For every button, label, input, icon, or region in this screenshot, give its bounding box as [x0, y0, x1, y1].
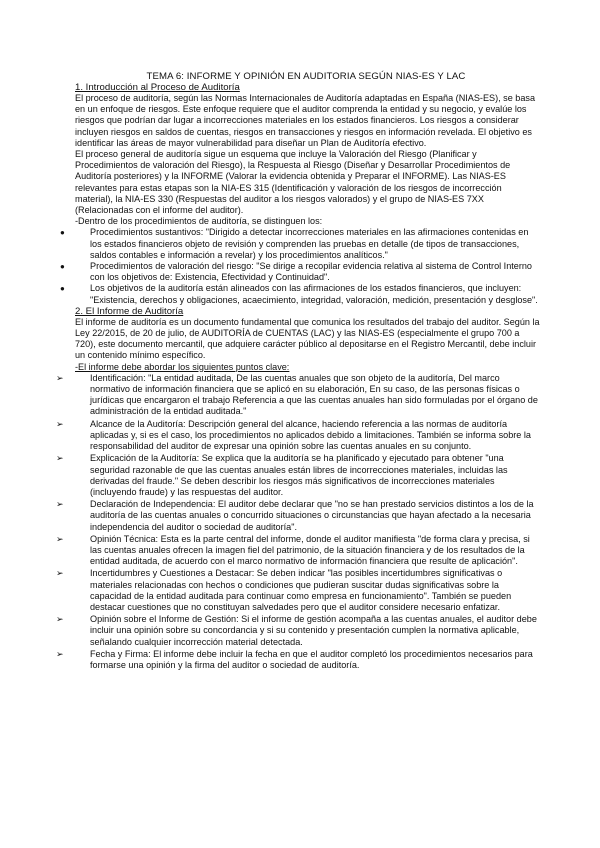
- list-item-text: Procedimientos de valoración del riesgo: "Se dirige a recopilar evidencia relativa al sistema de Control Interno con los objetivos de: Existencia, Efectividad y Continuidad".: [90, 261, 532, 283]
- list-item-text: Explicación de la Auditoría: Se explica que la auditoría se ha planificado y ejecutado para obtener "una seguridad razonable de que las cuentas anuales están libres de incorrecciones materiales, incluidas las derivadas del fraude." Se deben describir los riesgos más significativos de incorrecciones materiales (incluyendo fraude) y las respuestas del auditor.: [90, 453, 508, 497]
- arrow-bullet-icon: ➢: [56, 418, 64, 429]
- bullet-icon: ●: [60, 262, 65, 272]
- arrow-bullet-icon: ➢: [56, 372, 64, 383]
- document-title: TEMA 6: INFORME Y OPINIÓN EN AUDITORIA SEGÚN NIAS-ES Y LAC: [146, 71, 466, 82]
- section-heading-informe: 2. El Informe de Auditoría: [75, 305, 184, 317]
- list-item: [56, 418, 540, 453]
- list-item: [56, 648, 540, 671]
- arrow-bullet-icon: ➢: [56, 568, 64, 579]
- arrow-bullet-icon: ➢: [56, 614, 64, 625]
- list-item: [56, 499, 540, 533]
- key-points-list: [56, 372, 540, 671]
- arrow-bullet-icon: ➢: [56, 453, 64, 464]
- arrow-bullet-icon: ➢: [56, 648, 64, 659]
- list-item-text: Fecha y Firma: El informe debe incluir la fecha en que el auditor completó los procedimientos necesarios para formarse una opinión y la firma del auditor o sociedad de auditoría.: [90, 648, 533, 670]
- paragraph: El proceso general de auditoría sigue un esquema que incluye la Valoración del Riesgo (Planificar y Procedimientos de valoración del Riesgo), la Respuesta al Riesgo (Diseñar y Desarrollar Procedimientos de Auditoría posteriores) y la INFORME (Valorar la evidencia obtenida y Preparar el INFORME). Las NIAS-ES relevantes para estas etapas son la NIA-ES 315 (Identificación y valoración de los riesgos de incorrección material), la NIA-ES 330 (Respuestas del auditor a los riesgos valorados) y el grupo de NIAS-ES 7XX (Relacionadas con el informe del auditor).: [75, 149, 511, 216]
- list-item-text: Incertidumbres y Cuestiones a Destacar: Se deben indicar "las posibles incertidumbres significativas o materiales relacionadas con hechos o condiciones que pudieran suscitar dudas significativas sobre la capacidad de la entidad auditada para continuar como empresa en funcionamiento". También se pueden destacar cuestiones que no constituyan salvedades pero que el auditor considere necesario enfatizar.: [90, 568, 512, 612]
- list-item-text: Opinión sobre el Informe de Gestión: Si el informe de gestión acompaña a las cuentas anuales, el auditor debe incluir una opinión sobre su concordancia y si su contenido y presentación cumplen la normativa aplicable, señalando cualquier incorrección material detectada.: [90, 614, 537, 647]
- list-item: [60, 261, 540, 283]
- list-item-text: Los objetivos de la auditoría están alineados con las afirmaciones de los estados financieros, que incluyen: "Existencia, derechos y obligaciones, acaecimiento, integridad, valoración, medición, presentación y desglose".: [90, 283, 538, 305]
- list-item: [56, 568, 540, 613]
- list-item: [60, 227, 540, 261]
- list-item-text: Alcance de la Auditoría: Descripción general del alcance, haciendo referencia a las normas de auditoría aplicadas y, si es el caso, los procedimientos no aplicados debido a limitaciones. También se informa sobre la responsabilidad del auditor de expresar una opinión sobre las cuentas anuales en su conjunto.: [90, 418, 531, 452]
- list-item-text: Procedimientos sustantivos: "Dirigido a detectar incorrecciones materiales en las afirmaciones contenidas en los estados financieros objeto de revisión y comprenden las pruebas en detalle (de tipos de transacciones, saldos contables e información a revelar) y los procedimientos analíticos.": [90, 227, 529, 260]
- list-item-text: Opinión Técnica: Esta es la parte central del informe, donde el auditor manifiesta "de forma clara y precisa, si las cuentas anuales ofrecen la imagen fiel del patrimonio, de la situación financiera y de los resultados de la entidad auditada, de acuerdo con el marco normativo de información financiera que resulte de aplicación".: [90, 533, 530, 567]
- section-heading-introduccion: 1. Introducción al Proceso de Auditoría: [75, 82, 240, 93]
- bullet-icon: ●: [60, 284, 65, 294]
- bullet-icon: ●: [60, 228, 65, 238]
- subheading-key-points: -El informe debe abordar los siguientes puntos clave:: [75, 361, 290, 372]
- list-item-text: Declaración de Independencia: El auditor debe declarar que "no se han prestado servicios distintos a los de la auditoría de las cuentas anuales o concurrido situaciones o circunstancias que hayan afectado a la necesaria independencia del auditor o sociedad de auditoría".: [90, 499, 534, 532]
- list-item-text: Identificación: "La entidad auditada, De las cuentas anuales que son objeto de la auditoría, Del marco normativo de información financiera que se aplicó en su elaboración, En su caso, de las personas físicas o jurídicas que encargaron el trabajo Referencia a que las cuentas anuales han sido formuladas por el órgano de administración de la entidad auditada.": [90, 372, 538, 417]
- paragraph: El proceso de auditoría, según las Normas Internacionales de Auditoría adaptadas en España (NIAS-ES), se basa en un enfoque de riesgos. Este enfoque requiere que el auditor comprenda la entidad y su negocio, y evalúe los riesgos que podrían dar lugar a incorrecciones materiales en los estados financieros. Los riesgos a considerar incluyen riesgos en saldos de cuentas, riesgos en transacciones y riesgos en información revelada. El objetivo es identificar las áreas de mayor vulnerabilidad para diseñar un Plan de Auditoría efectivo.: [75, 93, 536, 148]
- list-item: [56, 614, 540, 648]
- list-item: [60, 283, 540, 305]
- list-item: [56, 372, 540, 418]
- list-item: [56, 533, 540, 568]
- paragraph: -Dentro de los procedimientos de auditoría, se distinguen los:: [75, 216, 323, 227]
- procedures-bullet-list: [60, 227, 540, 305]
- list-item: [56, 453, 540, 498]
- paragraph: El informe de auditoría es un documento fundamental que comunica los resultados del trabajo del auditor. Según la Ley 22/2015, de 20 de julio, de AUDITORÍA de CUENTAS (LAC) y las NIAS-ES (especialmente el grupo 700 a 720), este documento mercantil, que adquiere carácter público al depositarse en el Registro Mercantil, debe incluir un contenido mínimo específico.: [75, 316, 540, 361]
- arrow-bullet-icon: ➢: [56, 499, 64, 510]
- arrow-bullet-icon: ➢: [56, 533, 64, 544]
